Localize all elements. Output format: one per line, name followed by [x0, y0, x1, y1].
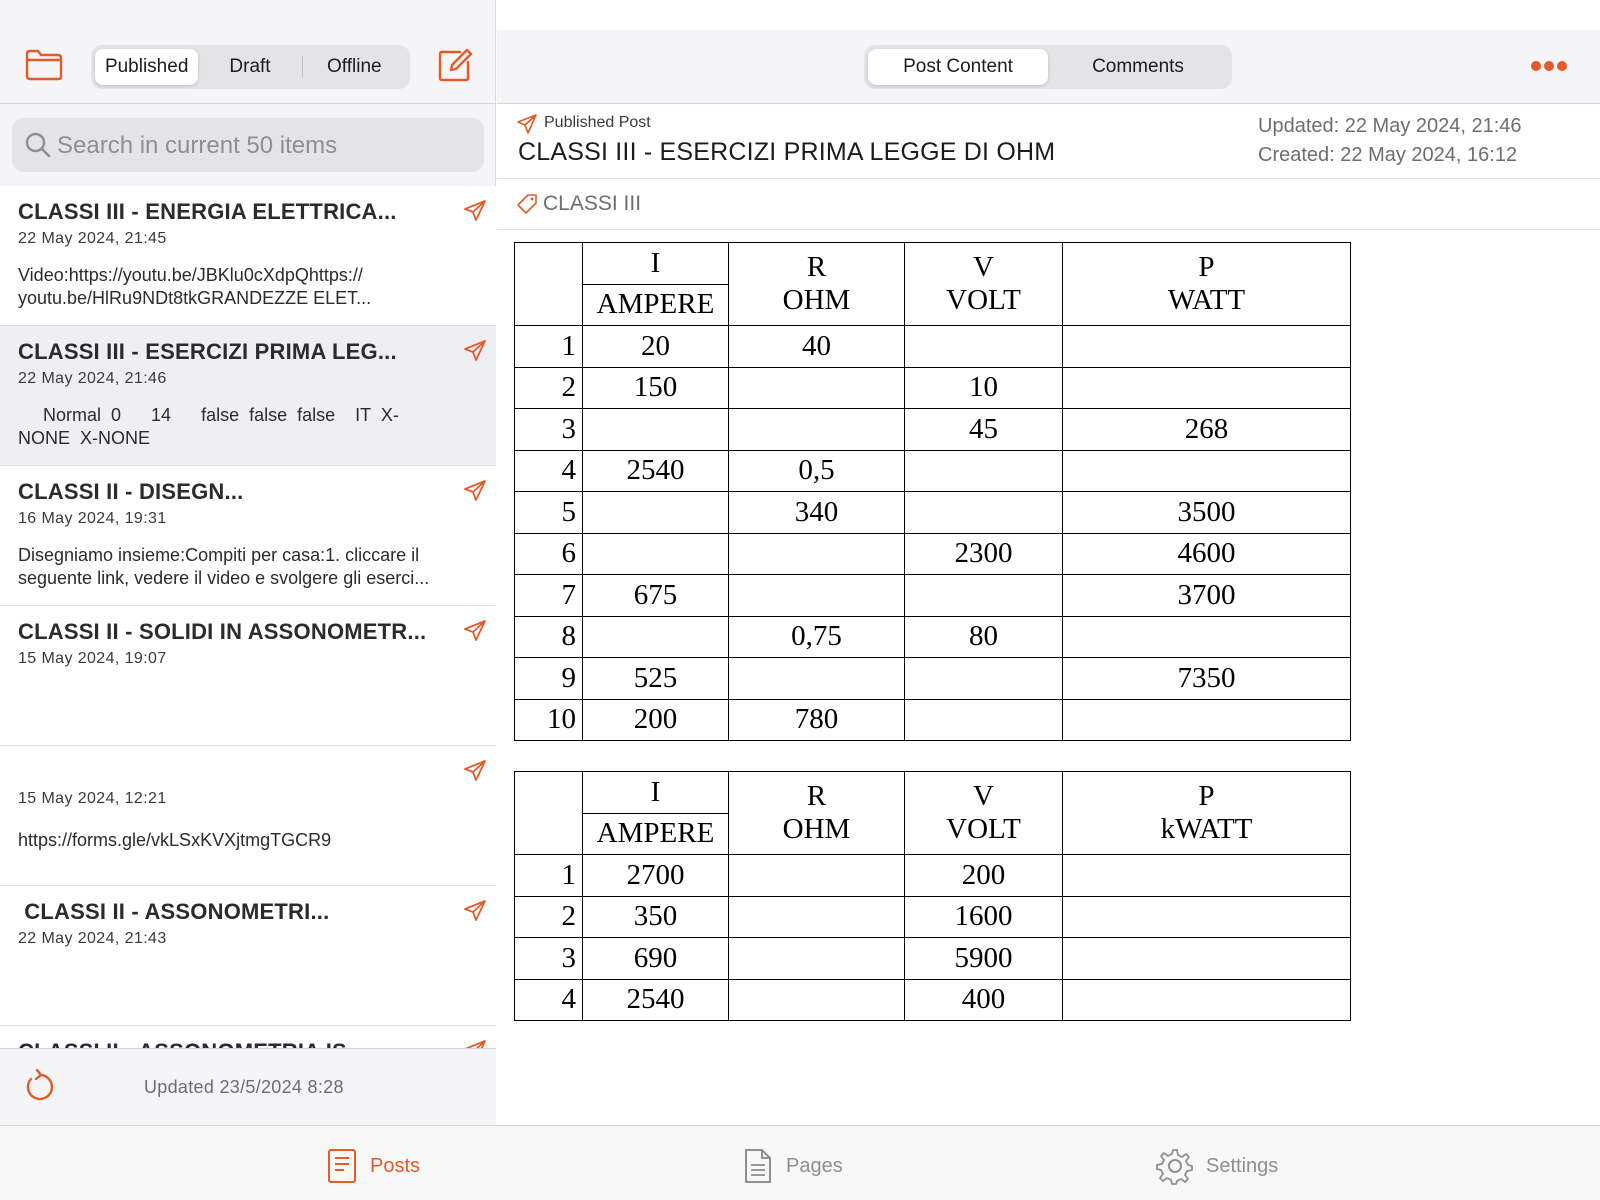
- header-unit: AMPERE: [583, 284, 729, 326]
- post-date: 15 May 2024, 19:07: [18, 650, 167, 667]
- table-cell: [583, 409, 729, 451]
- header-unit: kWATT: [1160, 813, 1253, 845]
- tag-row: [497, 180, 1600, 230]
- table-cell: [1063, 938, 1351, 980]
- table-cell: 2700: [583, 855, 729, 897]
- table-cell: 268: [1063, 409, 1351, 451]
- table-cell: [729, 575, 905, 617]
- tab-pages-label: Pages: [786, 1154, 843, 1177]
- table-cell: [905, 326, 1063, 368]
- table-cell: 525: [583, 658, 729, 700]
- row-number-cell: 4: [515, 450, 583, 492]
- post-title: CLASSI III - ENERGIA ELETTRICA...: [18, 199, 397, 224]
- table-cell: 3500: [1063, 492, 1351, 534]
- header-symbol: R: [806, 780, 827, 812]
- table-row: [515, 938, 1351, 980]
- ohm-law-table-1: [514, 242, 1351, 741]
- post-header: [497, 105, 1600, 179]
- last-updated-text: Updated 23/5/2024 8:28: [144, 1077, 344, 1097]
- folder-icon[interactable]: [24, 48, 64, 82]
- paper-plane-icon: [462, 198, 488, 224]
- tab-settings[interactable]: [1156, 1146, 1278, 1186]
- list-footer: [0, 1048, 496, 1125]
- table-cell: 10: [905, 367, 1063, 409]
- header-cell: [905, 243, 1063, 326]
- header-cell: [729, 243, 905, 326]
- paper-plane-icon: [462, 478, 488, 504]
- table-body: [515, 855, 1351, 1021]
- refresh-icon[interactable]: [22, 1067, 58, 1105]
- post-date: 22 May 2024, 21:45: [18, 230, 167, 247]
- table-cell: 2540: [583, 979, 729, 1021]
- header-symbol: V: [973, 780, 994, 812]
- table-row: [515, 699, 1351, 741]
- header-cell: [1063, 772, 1351, 855]
- row-number-cell: 2: [515, 896, 583, 938]
- bottom-tab-bar: [0, 1125, 1600, 1200]
- list-toolbar: [0, 30, 496, 104]
- more-options-icon[interactable]: [1529, 58, 1569, 74]
- table-cell: [729, 367, 905, 409]
- row-number-cell: 6: [515, 533, 583, 575]
- posts-icon: [326, 1147, 358, 1185]
- table-row: [515, 450, 1351, 492]
- table-cell: [729, 896, 905, 938]
- table-cell: [905, 575, 1063, 617]
- table-cell: 780: [729, 699, 905, 741]
- table-cell: [1063, 699, 1351, 741]
- header-unit: WATT: [1167, 284, 1246, 316]
- table-cell: 80: [905, 616, 1063, 658]
- row-number-cell: 3: [515, 938, 583, 980]
- table-corner-cell: [515, 243, 583, 326]
- table-cell: [1063, 450, 1351, 492]
- table-cell: 0,75: [729, 616, 905, 658]
- search-icon: [24, 131, 52, 159]
- header-unit: OHM: [782, 284, 851, 316]
- table-cell: 340: [729, 492, 905, 534]
- table-cell: 200: [583, 699, 729, 741]
- tab-posts[interactable]: [326, 1146, 420, 1186]
- post-date: 22 May 2024, 21:46: [18, 370, 167, 387]
- header-symbol: R: [806, 251, 827, 283]
- table-cell: [729, 938, 905, 980]
- table-cell: 2540: [583, 450, 729, 492]
- table-cell: [729, 409, 905, 451]
- row-number-cell: 7: [515, 575, 583, 617]
- table-cell: 675: [583, 575, 729, 617]
- status-filter-segmented-control: [91, 45, 410, 89]
- table-cell: 690: [583, 938, 729, 980]
- list-item[interactable]: [0, 746, 496, 886]
- table-cell: 350: [583, 896, 729, 938]
- list-item[interactable]: [0, 326, 496, 466]
- table-cell: 200: [905, 855, 1063, 897]
- table-cell: 1600: [905, 896, 1063, 938]
- table-cell: 3700: [1063, 575, 1351, 617]
- table-cell: [1063, 616, 1351, 658]
- post-excerpt: Normal 0 14 false false false IT X- NONE X-NONE: [18, 405, 399, 448]
- tab-pages[interactable]: [742, 1146, 843, 1186]
- table-cell: [1063, 326, 1351, 368]
- post-status-label: Published Post: [544, 114, 651, 131]
- table-cell: 40: [729, 326, 905, 368]
- table-cell: 2300: [905, 533, 1063, 575]
- row-number-cell: 9: [515, 658, 583, 700]
- row-number-cell: 10: [515, 699, 583, 741]
- paper-plane-icon: [462, 338, 488, 364]
- table-cell: [905, 492, 1063, 534]
- table-cell: [905, 450, 1063, 492]
- search-placeholder: Search in current 50 items: [57, 132, 338, 159]
- table-cell: 150: [583, 367, 729, 409]
- table-row: [515, 367, 1351, 409]
- header-symbol: I: [583, 243, 729, 285]
- tab-settings-label: Settings: [1206, 1154, 1279, 1177]
- row-number-cell: 8: [515, 616, 583, 658]
- header-cell: [905, 772, 1063, 855]
- tag-icon: [516, 193, 538, 215]
- table-cell: 0,5: [729, 450, 905, 492]
- list-item[interactable]: [0, 886, 496, 1026]
- compose-icon[interactable]: [436, 46, 474, 84]
- tab-post-content[interactable]: Post Content: [868, 49, 1048, 85]
- table-cell: [729, 979, 905, 1021]
- row-number-cell: 2: [515, 367, 583, 409]
- post-detail-pane: [497, 0, 1600, 1125]
- row-number-cell: 1: [515, 326, 583, 368]
- content-segmented-control: [864, 45, 1232, 89]
- header-symbol: P: [1198, 780, 1215, 812]
- table-cell: [905, 699, 1063, 741]
- paper-plane-icon: [516, 113, 538, 135]
- header-symbol: P: [1198, 251, 1215, 283]
- row-number-cell: 3: [515, 409, 583, 451]
- header-symbol: V: [973, 251, 994, 283]
- header-cell: [1063, 243, 1351, 326]
- table-cell: [729, 533, 905, 575]
- table-row: [515, 492, 1351, 534]
- paper-plane-icon: [462, 758, 488, 784]
- tab-published[interactable]: Published: [95, 49, 198, 85]
- table-row: [515, 896, 1351, 938]
- post-list-pane: [0, 0, 496, 1125]
- ohm-law-table-2: [514, 771, 1351, 1021]
- table-cell: [729, 658, 905, 700]
- table-row: [515, 575, 1351, 617]
- post-title: CLASSI III - ESERCIZI PRIMA LEG...: [18, 339, 397, 364]
- table-cell: [1063, 855, 1351, 897]
- table-cell: [583, 533, 729, 575]
- post-updated: Updated: 22 May 2024, 21:46: [1258, 115, 1522, 137]
- table-row: [515, 326, 1351, 368]
- post-excerpt: Disegniamo insieme:Compiti per casa:1. cliccare il seguente link, vedere il video e svolgere gli eserci...: [18, 545, 430, 588]
- table-cell: 20: [583, 326, 729, 368]
- post-date: 15 May 2024, 12:21: [18, 790, 167, 807]
- table-row: [515, 409, 1351, 451]
- paper-plane-icon: [462, 898, 488, 924]
- header-unit: VOLT: [946, 813, 1021, 845]
- post-title: CLASSI II - DISEGN...: [18, 479, 244, 504]
- tab-comments[interactable]: Comments: [1092, 56, 1184, 77]
- post-title: CLASSI III - ESERCIZI PRIMA LEGGE DI OHM: [518, 138, 1056, 166]
- header-unit: OHM: [782, 813, 851, 845]
- table-row: [515, 616, 1351, 658]
- table-cell: [729, 855, 905, 897]
- post-list: [0, 186, 496, 1048]
- list-item[interactable]: [0, 466, 496, 606]
- post-title: CLASSI II - SOLIDI IN ASSONOMETR...: [18, 619, 427, 644]
- gear-icon: [1156, 1147, 1194, 1185]
- search-input[interactable]: [12, 118, 484, 172]
- post-created: Created: 22 May 2024, 16:12: [1258, 144, 1518, 166]
- post-date: 16 May 2024, 19:31: [18, 510, 167, 527]
- table-body: [515, 326, 1351, 741]
- list-item[interactable]: [0, 186, 496, 326]
- post-date: 22 May 2024, 21:43: [18, 930, 167, 947]
- table-cell: 7350: [1063, 658, 1351, 700]
- row-number-cell: 5: [515, 492, 583, 534]
- table-corner-cell: [515, 772, 583, 855]
- header-unit: AMPERE: [583, 813, 729, 855]
- header-cell: [729, 772, 905, 855]
- table-row: [515, 658, 1351, 700]
- post-title: CLASSI II - ASSONOMETRI...: [18, 899, 330, 924]
- table-cell: 400: [905, 979, 1063, 1021]
- pages-icon: [742, 1147, 774, 1185]
- table-cell: [1063, 367, 1351, 409]
- post-excerpt: Video:https://youtu.be/JBKlu0cXdpQhttps:// youtu.be/HlRu9NDt8tkGRANDEZZE ELET...: [18, 265, 372, 308]
- list-item[interactable]: [0, 606, 496, 746]
- table-cell: [1063, 896, 1351, 938]
- header-symbol: I: [583, 772, 729, 814]
- table-cell: [1063, 979, 1351, 1021]
- table-row: [515, 979, 1351, 1021]
- tag-label[interactable]: CLASSI III: [543, 192, 642, 215]
- table-row: [515, 533, 1351, 575]
- table-cell: [583, 492, 729, 534]
- table-cell: [583, 616, 729, 658]
- table-cell: 5900: [905, 938, 1063, 980]
- table-cell: 4600: [1063, 533, 1351, 575]
- tab-posts-label: Posts: [370, 1154, 421, 1177]
- table-cell: [905, 658, 1063, 700]
- tab-draft[interactable]: Draft: [229, 56, 271, 77]
- row-number-cell: 1: [515, 855, 583, 897]
- header-unit: VOLT: [946, 284, 1021, 316]
- table-cell: 45: [905, 409, 1063, 451]
- table-row: [515, 855, 1351, 897]
- paper-plane-icon: [462, 618, 488, 644]
- row-number-cell: 4: [515, 979, 583, 1021]
- detail-toolbar: [497, 30, 1600, 104]
- post-excerpt: https://forms.gle/vkLSxKVXjtmgTGCR9: [18, 830, 332, 850]
- tab-offline[interactable]: Offline: [327, 56, 382, 77]
